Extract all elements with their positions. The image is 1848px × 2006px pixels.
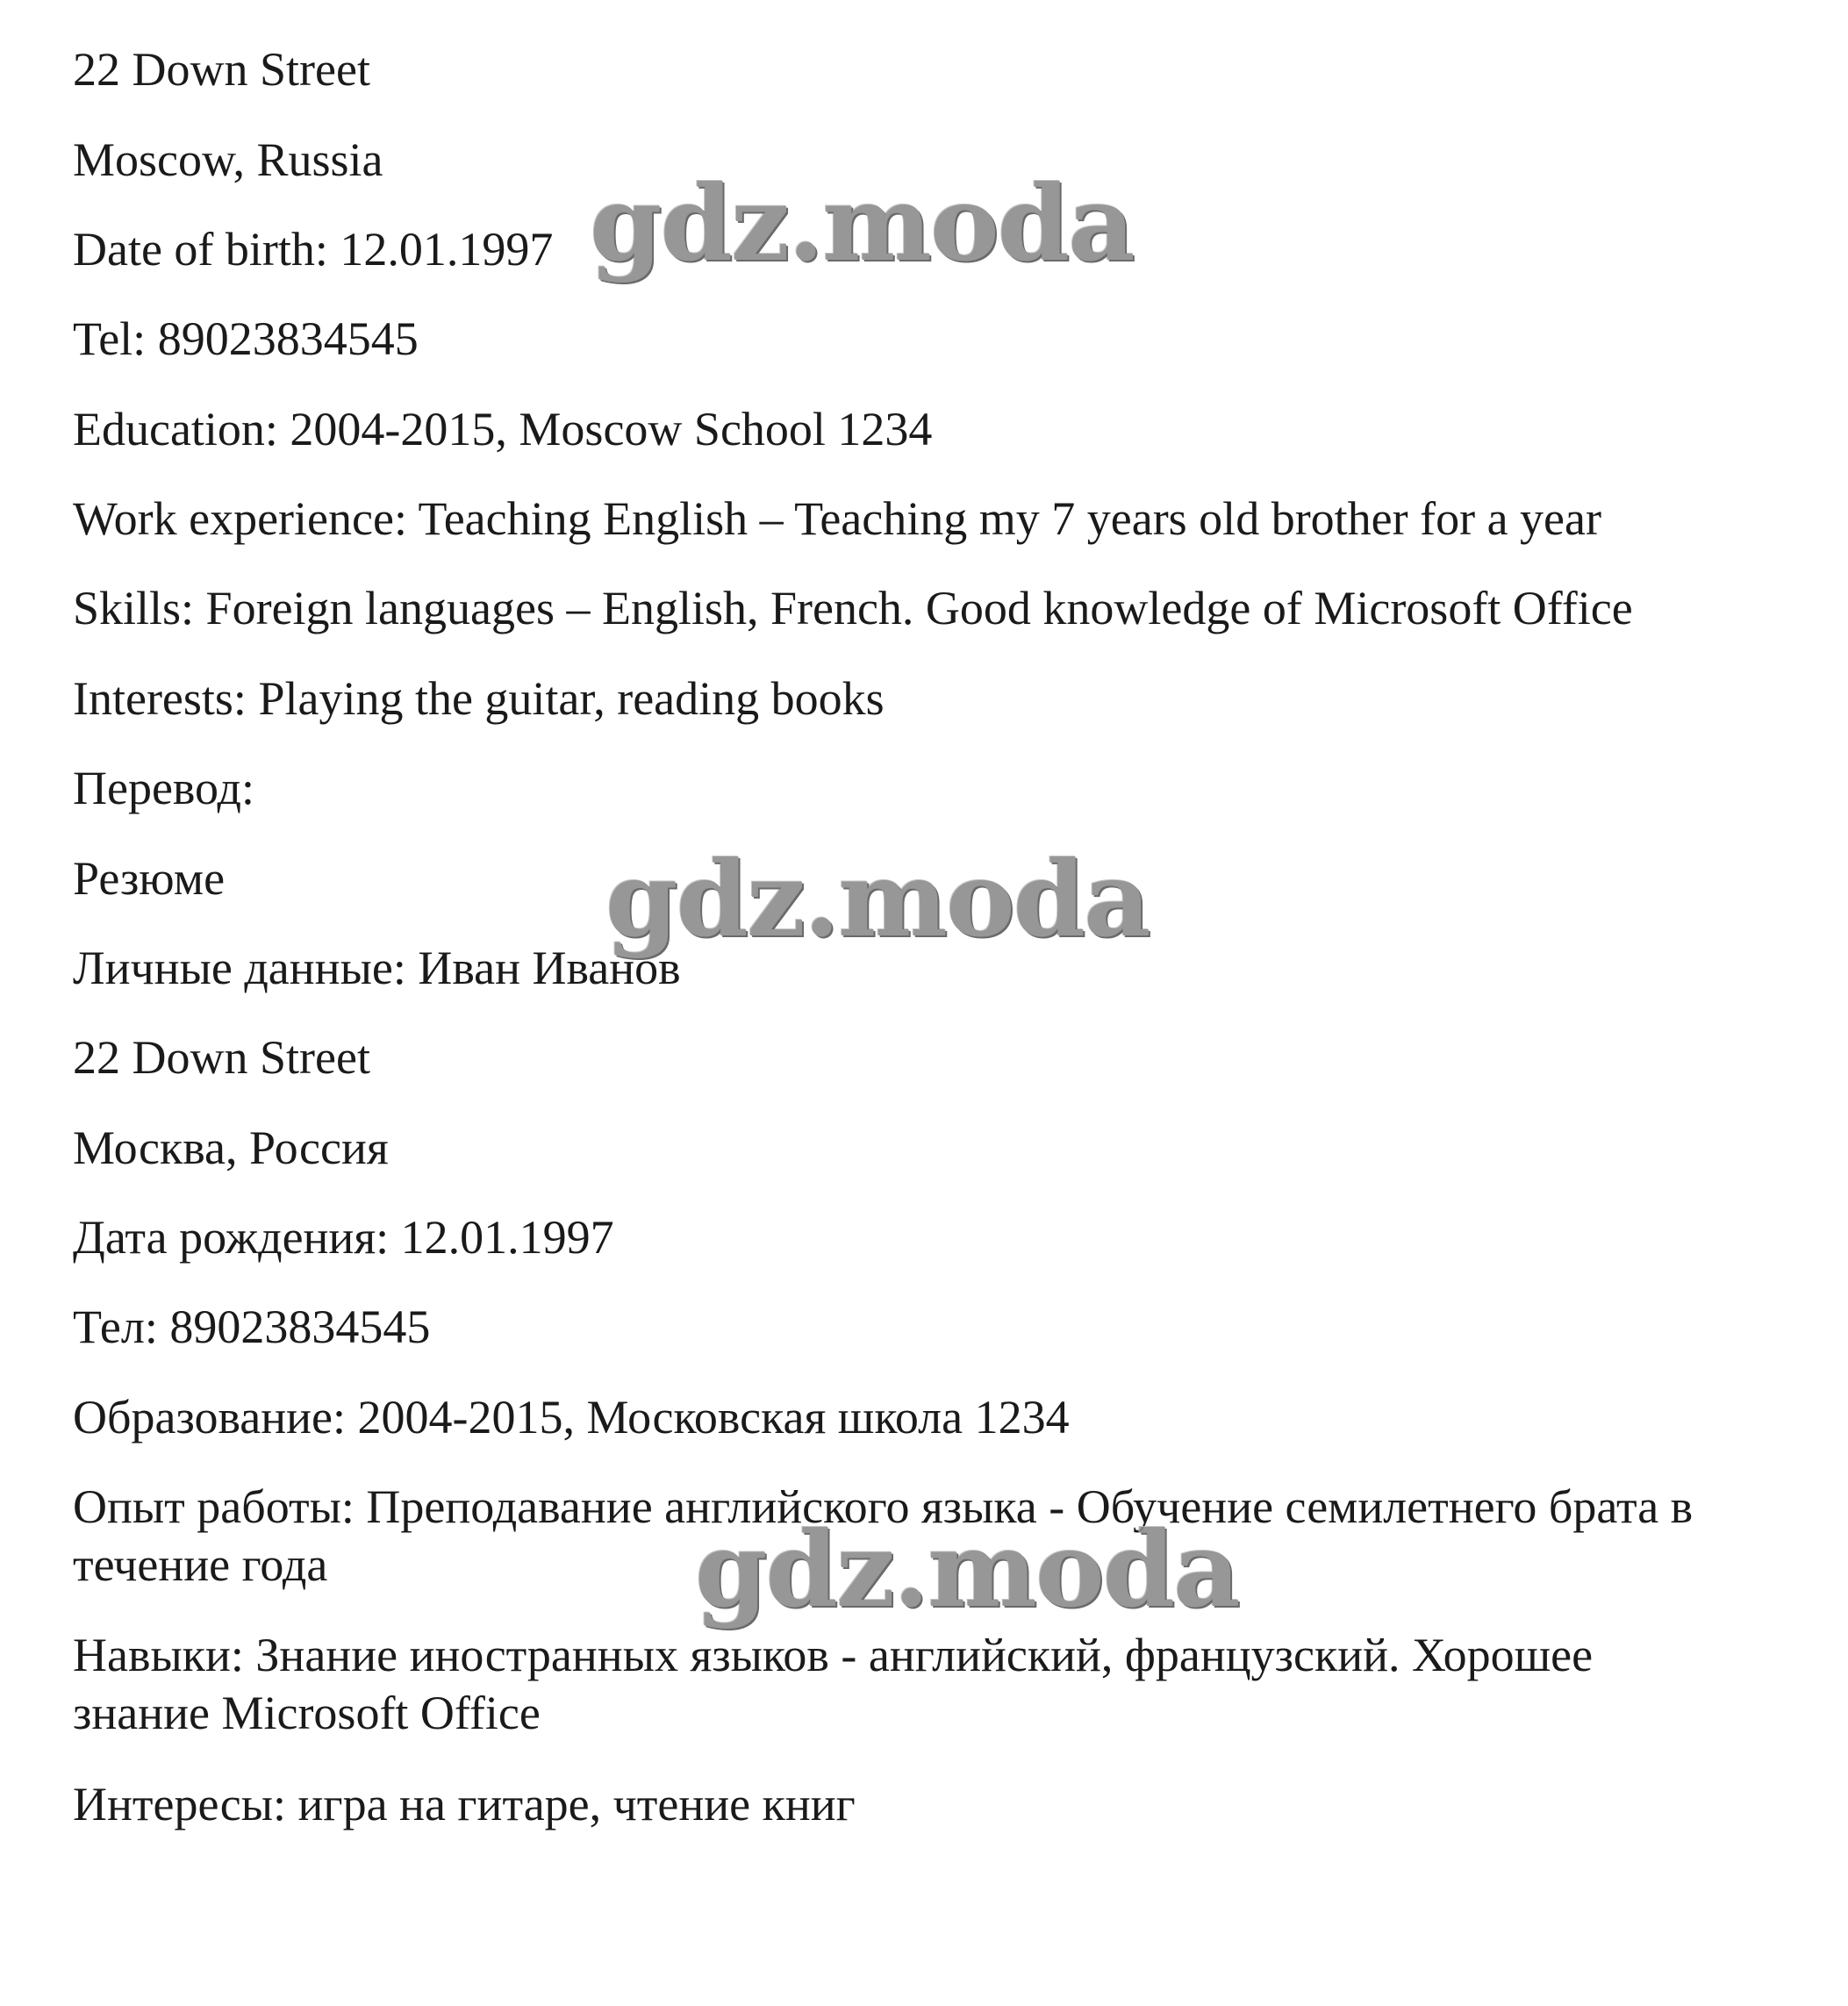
work-experience-ru: Опыт работы: Преподавание английского языка - Обучение семилетнего брата в течение года: [73, 1480, 1694, 1591]
skills: Skills: Foreign languages – English, French. Good knowledge of Microsoft Office: [73, 582, 1633, 634]
watermark: gdz.moda: [695, 1508, 1239, 1630]
resume-title-ru: Резюме: [73, 852, 226, 905]
education: Education: 2004-2015, Moscow School 1234: [73, 403, 933, 455]
address-street: 22 Down Street: [73, 43, 370, 96]
work-experience: Work experience: Teaching English – Teaching my 7 years old brother for a year: [73, 492, 1601, 545]
translation-heading: Перевод:: [73, 762, 254, 814]
address-city-ru: Москва, Россия: [73, 1121, 389, 1174]
interests-ru: Интересы: игра на гитаре, чтение книг: [73, 1778, 856, 1830]
address-city: Moscow, Russia: [73, 133, 383, 186]
date-of-birth-ru: Дата рождения: 12.01.1997: [73, 1211, 614, 1264]
personal-data-ru: Личные данные: Иван Иванов: [73, 942, 681, 994]
telephone: Tel: 89023834545: [73, 312, 419, 365]
watermark: gdz.moda: [605, 838, 1150, 960]
interests: Interests: Playing the guitar, reading books: [73, 672, 885, 725]
skills-ru: Навыки: Знание иностранных языков - английский, французский. Хорошее знание Microsoft Office: [73, 1629, 1594, 1739]
date-of-birth: Date of birth: 12.01.1997: [73, 223, 554, 276]
address-street-ru: 22 Down Street: [73, 1031, 370, 1084]
education-ru: Образование: 2004-2015, Московская школа 1234: [73, 1391, 1070, 1444]
watermark: gdz.moda: [590, 162, 1134, 284]
telephone-ru: Тел: 89023834545: [73, 1300, 431, 1353]
